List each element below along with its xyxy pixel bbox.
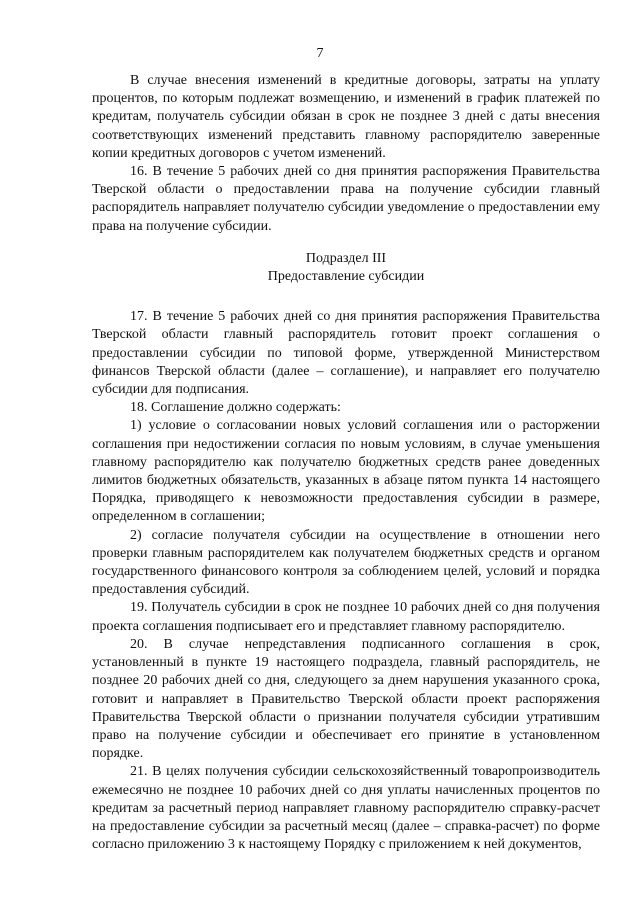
subsection-number: Подраздел III — [305, 250, 387, 266]
subsection-title: Предоставление субсидии — [267, 269, 425, 285]
paragraph-16: 16. В течение 5 рабочих дней со дня принятия распоряжения Правительства Тверской области о предоставлении права на получение субсидии главный распорядитель направляет получателю субсидии уведомление о предоставлении ему права на получение субсидии. — [92, 164, 600, 234]
paragraph-17: 17. В течение 5 рабочих дней со дня принятия распоряжения Правительства Тверской области главный распорядитель готовит проект соглашения о предоставлении субсидии по типовой форме, утвержденной Министерством финансов Тверской области (далее – соглашение), и направляет его получателю субсидии для подписания. — [92, 309, 600, 398]
paragraph-18-item-2: 2) согласие получателя субсидии на осуществление в отношении него проверки главным распорядителем как получателем бюджетных средств и органом государственного финансового контроля за соблюдением целей, условий и порядка предоставления субсидий. — [92, 527, 600, 598]
paragraph-amendments: В случае внесения изменений в кредитные договоры, затраты на уплату процентов, по которым подлежат возмещению, и изменений в график платежей по кредитам, получатель субсидии обязан в срок не позднее 3 дней с даты внесения соответствующих изменений представить главному распорядителю заверенные копии кредитных договоров с учетом изменений. — [92, 73, 600, 161]
paragraph-20: 20. В случае непредставления подписанного соглашения в срок, установленный в пункте 19 настоящего подраздела, главный распорядитель, не позднее 20 рабочих дней со дня, следующего за днем нарушения указанного срока, готовит и направляет в Правительство Тверской области проект распоряжения Правительства Тверской области о признании получателя субсидии утратившим право на получение субсидии и обеспечивает его принятие в установленном порядке. — [92, 636, 600, 762]
paragraph-18: 18. Соглашение должно содержать: — [130, 400, 341, 416]
document-body — [92, 72, 600, 854]
subsection-heading — [92, 250, 600, 286]
page-number: 7 — [316, 46, 324, 61]
paragraph-21: 21. В целях получения субсидии сельскохозяйственный товаропроизводитель ежемесячно не позднее 10 рабочих дней со дня уплаты начисленных процентов по кредитам за расчетный период направляет главному распорядителю справку-расчет на предоставление субсидии за расчетный месяц (далее – справка-расчет) по форме согласно приложению 3 к настоящему Порядку с приложением к ней документов, — [92, 764, 600, 853]
paragraph-19: 19. Получатель субсидии в срок не позднее 10 рабочих дней со дня получения проекта соглашения подписывает его и представляет главному распорядителю. — [92, 600, 600, 634]
paragraph-18-item-1: 1) условие о согласовании новых условий соглашения или о расторжении соглашения при недостижении согласия по новым условиям, в случае уменьшения главному распорядителю как получателю бюджетных средств ранее доведенных лимитов бюджетных обязательств, указанных в абзаце пятом пункта 14 настоящего Порядка, приводящего к невозможности предоставления субсидии в размере, определенном в соглашении; — [92, 418, 600, 525]
